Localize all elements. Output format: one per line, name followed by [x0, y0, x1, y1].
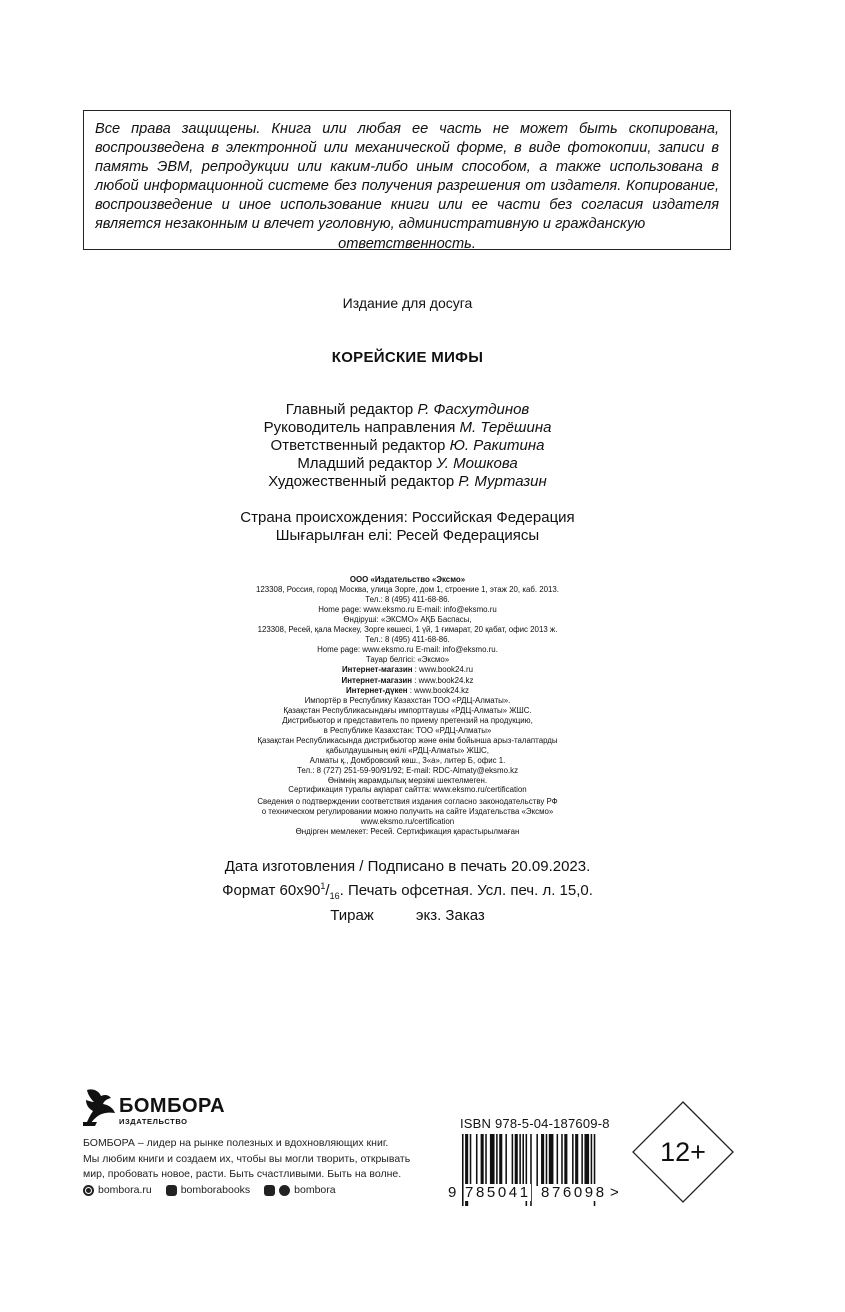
barcode-bar [584, 1134, 589, 1186]
credit-line: Младший редактор У. Мошкова [297, 455, 518, 472]
publisher-info [0, 575, 815, 675]
barcode-bar [561, 1134, 563, 1186]
kz-info-line: Тел.: 8 (727) 251-59-90/91/92; E-mail: RDC-Almaty@eksmo.kz [296, 765, 519, 775]
credit-line: Руководитель направления М. Терёшина [263, 419, 552, 436]
social-link-telegram[interactable]: bombora [264, 1184, 335, 1196]
publisher-info-line: Тел.: 8 (495) 411-68-86. [365, 634, 450, 644]
barcode-bar [496, 1134, 498, 1186]
dukeni-kz-line: Интернет-дүкен : www.book24.kz [346, 685, 469, 695]
social-link-site[interactable]: bombora.ru [83, 1184, 152, 1196]
barcode-bar [499, 1134, 502, 1186]
country-of-origin [0, 509, 815, 545]
publisher-info-line: Home page: www.eksmo.ru E-mail: info@eksmo.ru [318, 604, 497, 614]
barcode-bar [581, 1134, 583, 1186]
brand-name: БОМБОРА [119, 1095, 226, 1117]
barcode-bar [564, 1134, 567, 1186]
publisher-info-line: Home page: www.eksmo.ru E-mail: info@eksmo.ru. [317, 644, 498, 654]
certification-line: Сведения о подтверждении соответствия издания согласно законодательству РФ [257, 797, 558, 806]
barcode-bar [481, 1134, 484, 1186]
publisher-info-line: 123308, Ресей, қала Мәскеу, Зорге көшесі, 1 үй, 1 ғимарат, 20 қабат, офис 2013 ж. [257, 624, 558, 634]
barcode-bar [522, 1134, 524, 1186]
copyright-notice-text: Все права защищены. Книга или любая ее часть не может быть скопирована, воспроизведена в электронной или механической форме, в виде фотокопии, записи в память ЭВМ, репродукции или каким-либо иным способом, а также использована в любой информационной системе без получения разрешения от издателя. Копирование, воспроизведение и иное использование книги или ее части без согласия издателя является незаконным и влечет уголовную, административную и гражданскую [95, 121, 719, 233]
barcode-bar [462, 1134, 464, 1206]
at-icon [83, 1185, 94, 1196]
brand-subtitle: ИЗДАТЕЛЬСТВО [119, 1117, 188, 1126]
barcode-bar [591, 1134, 593, 1186]
print-date: Дата изготовления / Подписано в печать 20.09.2023. [224, 858, 591, 875]
publisher-info-line: Тел.: 8 (495) 411-68-86. [365, 594, 450, 604]
barcode-digits-left: 785041 [465, 1184, 531, 1201]
telegram-icon [279, 1185, 290, 1196]
edition-type: Издание для досуга [342, 295, 473, 311]
brand-description-line: Мы любим книги и создаем их, чтобы вы могли творить, открывать [83, 1152, 411, 1165]
brand-description-line: мир, пробовать новое, расти. Быть счастливыми. Быть на волне. [83, 1168, 402, 1180]
credit-line: Художественный редактор Р. Муртазин [268, 473, 547, 490]
barcode-bar [549, 1134, 554, 1186]
publisher-name: ООО «Издательство «Эксмо» [349, 575, 466, 584]
age-rating: 12+ [660, 1137, 706, 1167]
barcode-bar [572, 1134, 574, 1186]
publisher-info-line: Өндіруші: «ЭКСМО» АҚБ Баспасы, [343, 614, 472, 624]
kz-info-line: Сертификация туралы ақпарат сайтта: www.eksmo.ru/certification [288, 785, 527, 795]
barcode-bar [490, 1134, 495, 1186]
kz-info-line: қабылдаушының өкілі «РДЦ-Алматы» ЖШС, [326, 745, 489, 755]
vk-icon [166, 1185, 177, 1196]
copyright-notice-box [83, 110, 731, 250]
isbn-label: ISBN 978-5-04-187609-8 [460, 1116, 610, 1131]
plus-icon [264, 1185, 275, 1196]
publisher-info-line: Тауар белгісі: «Эксмо» [365, 654, 450, 664]
barcode-bar [476, 1134, 478, 1186]
kz-info-line: Алматы қ., Домбровский көш., 3«а», литер Б, офис 1. [309, 755, 506, 765]
origin-kz: Шығарылған елі: Ресей Федерациясы [275, 527, 540, 544]
barcode-bar [557, 1134, 559, 1186]
certification-line: о техническом регулировании можно получить на сайте Издательства «Эксмо» [261, 806, 554, 816]
barcode-digit-first: 9 [448, 1184, 457, 1201]
certification-line: www.eksmo.ru/certification [360, 816, 455, 826]
barcode-digits-right: 876098 [541, 1184, 607, 1201]
bombora-logo [83, 1088, 226, 1130]
kz-info-line: Дистрибьютор и представитель по приему претензий на продукцию, [282, 715, 533, 725]
printing-details [0, 857, 815, 926]
editorial-credits [0, 401, 815, 491]
credit-line: Главный редактор Р. Фасхутдинов [285, 401, 530, 418]
print-run: Тираж экз. Заказ [330, 907, 485, 924]
barcode-bar [546, 1134, 548, 1186]
barcode-bar [485, 1134, 487, 1186]
barcode-bar [541, 1134, 544, 1186]
certification-info [0, 797, 815, 837]
kz-info-line: Қазақстан Республикасында дистрибьютор және өнім бойынша арыз-талаптарды [257, 735, 558, 745]
kz-info-line: Өнімнің жарамдылық мерзімі шектелмеген. [327, 775, 488, 785]
kz-info-line: в Республике Казахстан: ТОО «РДЦ-Алматы» [323, 725, 492, 735]
publisher-info-line: 123308, Россия, город Москва, улица Зорге, дом 1, строение 1, этаж 20, каб. 2013. [256, 584, 559, 594]
certification-line: Өндірген мемлекет: Ресей. Сертификация қарастырылмаған [295, 826, 520, 836]
bombora-bird-icon [83, 1088, 117, 1128]
barcode-bar [519, 1134, 521, 1186]
credit-line: Ответственный редактор Ю. Ракитина [270, 437, 545, 454]
shop-ru-line: Интернет-магазин : www.book24.ru [341, 664, 473, 674]
shop-kz-line: Интернет-магазин : www.book24.kz [341, 676, 474, 685]
brand-description-line: БОМБОРА – лидер на рынке полезных и вдохновляющих книг. [83, 1137, 389, 1149]
social-links [83, 1184, 350, 1196]
origin-ru: Страна происхождения: Российская Федерация [240, 509, 575, 526]
barcode-quiet-mark: > [610, 1184, 619, 1201]
print-format: Формат $60x90^1/_{16}$. Печать офсетная. Усл. печ. л. 15,0. [222, 880, 593, 901]
barcode-bar [575, 1134, 578, 1186]
copyright-notice-last-line: ответственность. [338, 235, 476, 252]
barcode-bar [536, 1134, 538, 1186]
barcode-bar [515, 1134, 518, 1186]
barcode-bar [512, 1134, 514, 1186]
kz-info-line: Қазақстан Республикасындағы импорттаушы «РДЦ-Алматы» ЖШС. [283, 705, 532, 715]
kz-info-line: Импортёр в Республику Казахстан ТОО «РДЦ-Алматы». [304, 695, 511, 705]
kazakhstan-info [0, 676, 815, 795]
book-title: КОРЕЙСКИЕ МИФЫ [331, 349, 484, 366]
social-link-vk[interactable]: bomborabooks [166, 1184, 250, 1196]
barcode-bar [505, 1134, 507, 1186]
barcode-bar [470, 1134, 472, 1186]
brand-description [83, 1136, 443, 1183]
